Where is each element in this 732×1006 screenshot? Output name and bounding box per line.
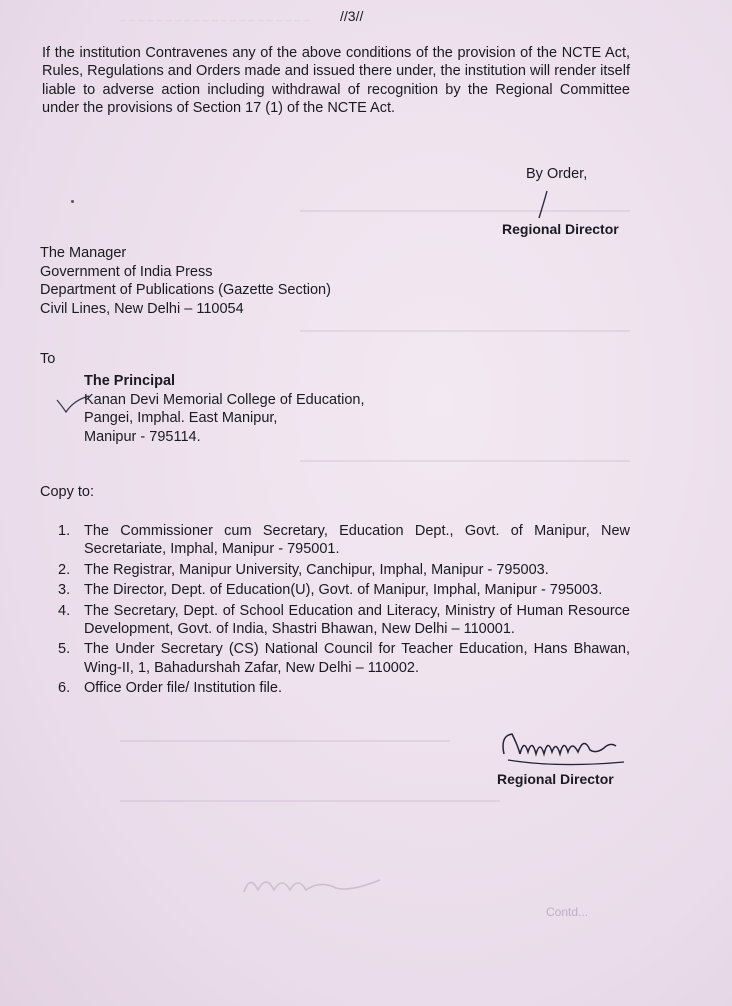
list-item: 4. The Secretary, Dept. of School Education and Literacy, Ministry of Human Resource Development, Govt. of India, Shastri Bhawan, New Delhi – 110001. xyxy=(58,602,630,638)
list-item: 5. The Under Secretary (CS) National Council for Teacher Education, Hans Bhawan, Wing-II, 1, Bahadurshah Zafar, New Delhi – 110002. xyxy=(58,641,630,676)
principal-line: Kanan Devi Memorial College of Education, xyxy=(84,391,365,408)
bleed-through-contd: Contd... xyxy=(546,905,589,919)
address-line: The Manager xyxy=(40,245,127,261)
document-page: _ _ _ _ _ _ _ _ _ _ _ _ _ _ _ _ _ _ _ _ _ //3// If the institution Contravenes any of the above conditions of the provision of the NCTE Act, Rules, Regulations and Orders made and issued there under, the institution will render itself liable to adverse action including withdrawal of recognition by the Regional Committee under the provisions of Section 17 (1) of the NCTE Act. By Order, Regional Director The Manager Government of India Press Department of Publications (Gazette Section) Civil Lines, New Delhi – 110054 To The Principal Kanan Devi Memorial College of Education, Pangei, Imphal. East Manipur, Manipur - 795114. Copy to: 1. The Commissioner cum Secretary, Education Dept., Govt. of Manipur, New Secretariate, Imphal, Manipur - 795001. 2. The Registrar, Manipur University, Canchipur, Imphal, Manipur - 795003. 3. The Director, Dept. of Education(U), Govt. of Manipur, Imphal, Manipur - 795003. 4. The Secretary, Dept. of School Education and Literacy, Ministry of Human Resource Development, Govt. of India, Shastri Bhawan, New Delhi – 110001. 5. The Under Secretary (CS) National Council for Teacher Education, Hans Bhawan, Wing-II, 1, Bahadurshah Zafar, New Delhi – 110002. 6. Office Order file/ Institution file. Regional Director Contd... xyxy=(0,0,732,1006)
principal-line: Pangei, Imphal. East Manipur, xyxy=(84,410,278,427)
principal-address-block xyxy=(84,372,364,446)
list-item: 6. Office Order file/ Institution file. xyxy=(58,680,282,697)
recipient-address-block xyxy=(40,244,331,318)
to-label: To xyxy=(40,351,56,367)
address-line: Government of India Press xyxy=(40,263,213,280)
copy-to-list xyxy=(58,522,630,700)
signature-stroke xyxy=(536,190,550,225)
ink-dot xyxy=(71,200,74,203)
list-item: 1. The Commissioner cum Secretary, Education Dept., Govt. of Manipur, New Secretariate, Imphal, Manipur - 795001. xyxy=(58,523,630,558)
page-number: //3// xyxy=(340,8,364,24)
signatory-title-bottom: Regional Director xyxy=(497,771,614,787)
list-item: 3. The Director, Dept. of Education(U), Govt. of Manipur, Imphal, Manipur - 795003. xyxy=(58,582,603,599)
principal-title: The Principal xyxy=(84,373,176,389)
conditions-paragraph: If the institution Contravenes any of the above conditions of the provision of the NCTE Act, Rules, Regulations and Orders made and issued there under, the institution will render itself liable to adverse action including withdrawal of recognition by the Regional Committee under the provisions of Section 17 (1) of the NCTE Act. xyxy=(42,45,630,117)
by-order-text: By Order, xyxy=(526,166,588,182)
address-line: Department of Publications (Gazette Section) xyxy=(40,282,331,299)
principal-line: Manipur - 795114. xyxy=(84,428,201,445)
copy-to-label: Copy to: xyxy=(40,484,94,500)
signatory-title-top: Regional Director xyxy=(502,221,619,237)
list-item: 2. The Registrar, Manipur University, Canchipur, Imphal, Manipur - 795003. xyxy=(58,561,549,578)
handwritten-signature xyxy=(498,724,628,777)
bleed-through-signature xyxy=(240,866,390,911)
address-line: Civil Lines, New Delhi – 110054 xyxy=(40,300,244,317)
